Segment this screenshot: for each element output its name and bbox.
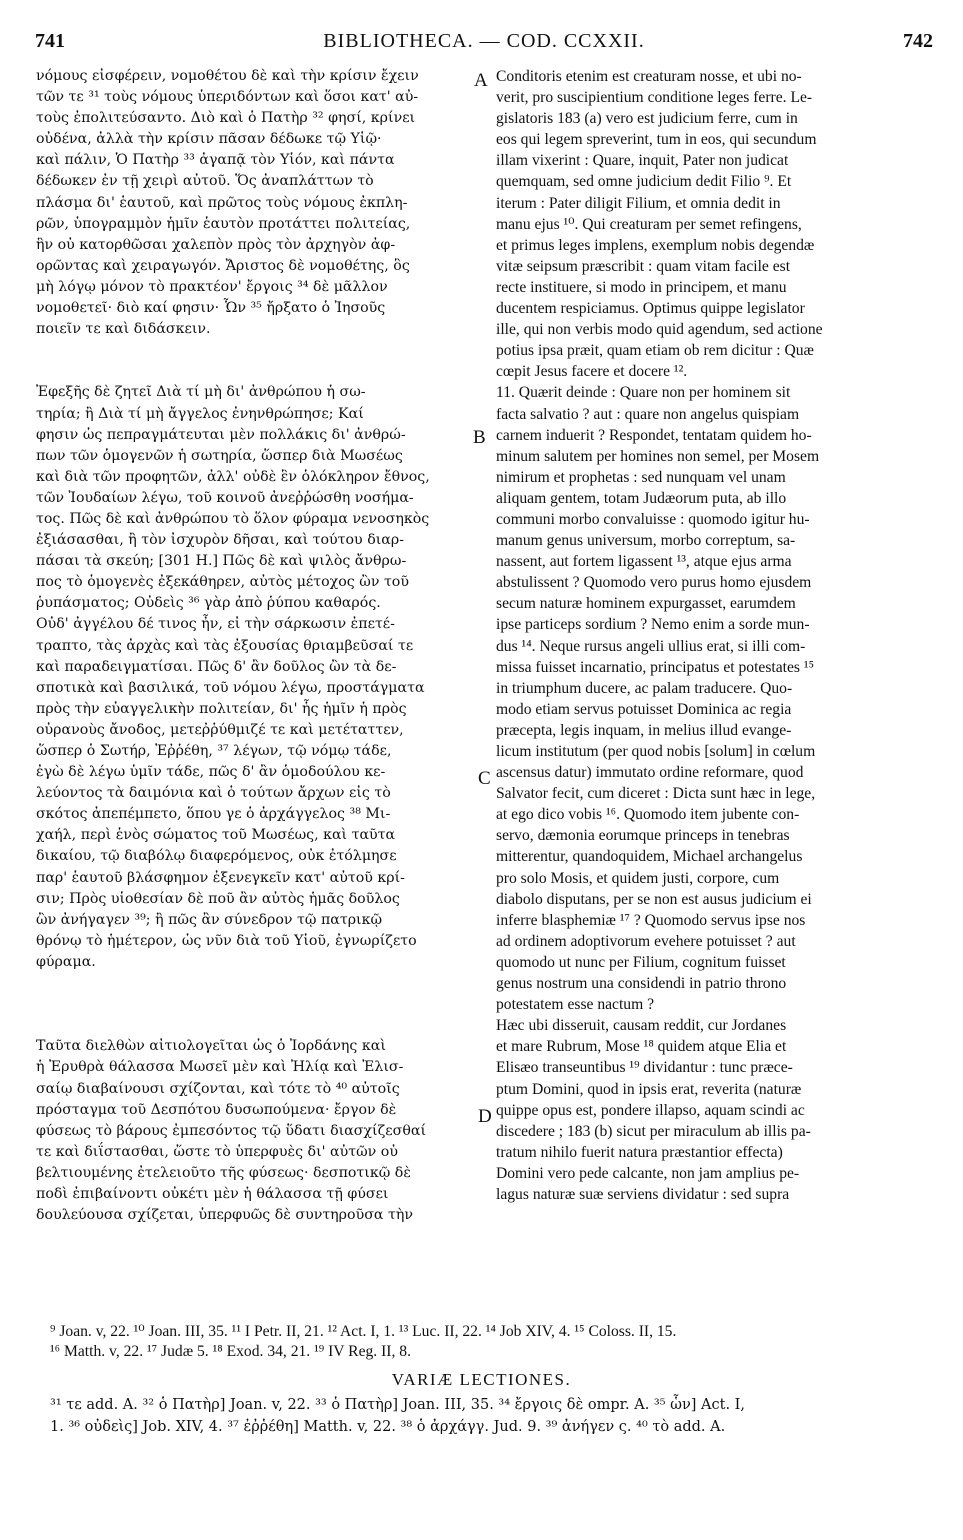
greek-text-line: σποτικὰ καὶ βασιλικά, τοῦ νόμου λέγω, προστάγματα (36, 679, 425, 696)
latin-text-line: modo etiam servus potuisset Dominica ac regia (496, 700, 792, 718)
latin-text-line: præcepta, legis inquam, in melius illud evange- (496, 721, 792, 739)
greek-text-line: βελτιουμένης ἐτελειοῦτο τῆς φύσεως· δεσποτικῷ δὲ (36, 1164, 411, 1181)
latin-text-line: recte instituere, si modo in principem, et manu (496, 278, 787, 296)
greek-text-line: ρῶν, ὑπογραμμὸν ἡμῖν ἑαυτὸν προτάττει πολιτείας, (36, 215, 411, 232)
section-marker-a: A (474, 70, 488, 91)
greek-text-line: δουλεύουσα σχίζεται, ὑπερφυῶς δὲ συντηροῦσα τὴν (36, 1207, 413, 1224)
latin-text-line: cœpit Jesus facere et docere ¹². (496, 363, 688, 381)
latin-text-line: potestatem esse nactum ? (496, 996, 655, 1014)
variant-line: 1. ³⁶ οὐδεὶς] Job. XIV, 4. ³⁷ ἐῤῥέθη] Matth. v, 22. ³⁸ ὁ ἀρχάγγ. Jud. 9. ³⁹ ἀνήγεν ς. ⁴⁰ τὸ add. A. (50, 1419, 726, 1435)
greek-text-line: ορῶντας καὶ χειραγωγόν. Ἄριστος δὲ νομοθέτης, ὃς (36, 257, 410, 274)
greek-text-line: οὐδένα, ἀλλὰ τὴν κρίσιν πᾶσαν δέδωκε τῷ Υἱῷ· (36, 131, 382, 148)
section-marker-b: B (473, 427, 486, 448)
greek-text-line: ὥσπερ ὁ Σωτήρ, Ἐῤῥέθη, ³⁷ λέγων, τῷ νόμῳ τάδε, (36, 743, 392, 759)
latin-text-line: potius ipsa præit, quam etiam ob rem dicitur : Quæ (496, 342, 814, 360)
greek-text-line: οὐρανοὺς ἄνοδος, μετεῤῥύθμιζέ τε καὶ μετέταττεν, (36, 721, 404, 738)
latin-text-line: manum genus universum, morbo correptum, sa- (496, 532, 796, 550)
latin-text-line: tratum nihilo fuerit natura præstantior effecta) (496, 1143, 783, 1161)
greek-text-line: Οὐδ' ἀγγέλου δέ τινος ἦν, εἰ τὴν σάρκωσιν ἐπετέ- (36, 616, 395, 633)
footnote-line: ⁹ Joan. v, 22. ¹⁰ Joan. III, 35. ¹¹ I Petr. II, 21. ¹² Act. I, 1. ¹³ Luc. II, 22. ¹⁴ Job XIV, 4. ¹⁵ Coloss. II, 15. (50, 1323, 677, 1340)
latin-text-line: et mare Rubrum, Mose ¹⁸ quidem atque Elia et (496, 1038, 787, 1056)
greek-text-line: πων τῶν ὁμογενῶν ἡ σωτηρία, ὥσπερ διὰ Μωσέως (36, 447, 403, 464)
greek-text-line: ποιεῖν τε καὶ διδάσκειν. (36, 321, 211, 338)
section-marker-d: D (478, 1106, 492, 1127)
latin-text-line: abstulissent ? Quomodo vero purus homo ejusdem (496, 574, 812, 592)
greek-text-line (36, 994, 473, 1015)
greek-text-line: τοὺς ἐπολιτεύσαντο. Διὸ καὶ ὁ Πατὴρ ³² φησί, κρίνει (36, 110, 416, 127)
latin-text-line: ipse particeps sordium ? Nemo enim a sorde mun- (496, 616, 810, 634)
greek-text-line: νόμους εἰσφέρειν, νομοθέτου δὲ καὶ τὴν κρίσιν ἔχειν (36, 68, 419, 84)
latin-text-line: ad ordinem adoptivorum evehere potuisset ? aut (496, 932, 796, 950)
greek-text-line: ὢν ἀνήγαγεν ³⁹; ἢ πῶς ἂν σύνεδρον τῷ πατρικῷ (36, 911, 383, 928)
latin-text-line: Salvator fecit, cum diceret : Dicta sunt hæc in lege, (496, 785, 816, 803)
latin-column (496, 66, 930, 1205)
greek-text-line: ῥυπάσματος; Οὐδεὶς ³⁶ γὰρ ἀπὸ ῥύπου καθαρός. (36, 595, 381, 612)
greek-text-line: μὴ λόγῳ μόνον τὸ πρακτέον' ἔργοις ³⁴ δὲ μᾶλλον (36, 278, 388, 295)
latin-text-line: aliquam gentem, totam Judæorum puta, ab illo (496, 489, 787, 507)
greek-text-line: καὶ διὰ τῶν προφητῶν, ἀλλ' οὐδὲ ἓν ὁλόκληρον ἔθνος, (36, 468, 430, 485)
greek-text-line: σκότος ἀπεπέμπετο, ὅπου γε ὁ ἀρχάγγελος ³⁸ Μι- (36, 806, 391, 823)
latin-text-line: in triumphum ducere, ac palam traducere. Quo- (496, 679, 793, 697)
latin-text-line: minum salutem per homines non semel, per Mosem (496, 447, 820, 465)
latin-text-line: genus nostrum una considendi in patrio throno (496, 975, 787, 993)
latin-text-line: manu ejus ¹⁰. Qui creaturam per semet refingens, (496, 215, 802, 233)
greek-text-line: καὶ παραδειγματίσαι. Πῶς δ' ἂν δοῦλος ὢν τὰ δε- (36, 658, 397, 675)
latin-text-line: illam vixerint : Quare, inquit, Pater non judicat (496, 152, 789, 170)
latin-text-line: missa fuisset incarnatio, principatus et potestates ¹⁵ (496, 658, 815, 676)
greek-text-line: δικαίου, τῷ διαβόλῳ διαφερόμενος, οὐκ ἐτόλμησε (36, 848, 397, 865)
greek-text-line: τῶν τε ³¹ τοὺς νόμους ὑπεριδόντων καὶ ὅσοι κατ' αὐ- (36, 89, 419, 106)
latin-text-line: ille, qui non verbis modo quid agendum, sed actione (496, 321, 823, 339)
latin-text-line: Elisæo transeuntibus ¹⁹ dividantur : tunc præce- (496, 1059, 793, 1077)
latin-text-line: inferre blasphemiæ ¹⁷ ? Quomodo servus ipse nos (496, 911, 806, 929)
running-title: BIBLIOTHECA. — COD. CCXXII. (323, 30, 645, 52)
latin-text-line: ducentem respiciamus. Optimus quippe legislator (496, 300, 805, 318)
latin-text-line: pro solo Mosis, et quidem justi, corpore, cum (496, 869, 780, 887)
greek-text-line: Ταῦτα διελθὼν αἰτιολογεῖται ὡς ὁ Ἰορδάνης καὶ (36, 1038, 386, 1055)
latin-text-line: diabolo disputans, per se non est ausus judicium ei (496, 890, 812, 908)
latin-text-line: gislatoris 183 (a) vero est judicium ferre, cum in (496, 110, 798, 128)
greek-text-line: Ἐφεξῆς δὲ ζητεῖ Διὰ τί μὴ δι' ἀνθρώπου ἡ σω- (36, 384, 366, 401)
greek-text-line: ἣν οὐ κατορθῶσαι χαλεπὸν πρὸς τὸν ἀρχηγὸν ἀφ- (36, 236, 396, 253)
greek-text-line: σαίῳ διαβαίνουσι σχίζονται, καὶ τότε τὸ ⁴⁰ αὐτοῖς (36, 1080, 400, 1097)
latin-text-line: Hæc ubi disseruit, causam reddit, cur Jordanes (496, 1017, 787, 1035)
latin-text-line: 11. Quærit deinde : Quare non per hominem sit (496, 384, 791, 402)
latin-text-line: quippe opus est, pondere illapso, aquam scindi ac (496, 1101, 805, 1119)
latin-text-line: discedere ; 183 (b) sicut per miraculum ab illis pa- (496, 1122, 811, 1140)
latin-text-line: licum institutum (per quod nobis [solum] in cœlum (496, 743, 816, 760)
greek-text-line: λεύοντος τὰ δαιμόνια καὶ ὁ τούτων ἄρχων εἰς τὸ (36, 785, 391, 802)
greek-text-line: χαήλ, περὶ ἑνὸς σώματος τοῦ Μωσέως, καὶ ταῦτα (36, 827, 396, 844)
latin-text-line: mitterentur, quandoquidem, Michael archangelus (496, 848, 803, 866)
greek-text-line: τῶν Ἰουδαίων λέγω, τοῦ κοινοῦ ἀνεῤῥώσθη νοσήμα- (36, 489, 414, 506)
latin-text-line: vitæ seipsum præscribit : quam vitam facile est (496, 257, 791, 275)
latin-text-line: ptum Domini, quod in ipsis erat, reverita (naturæ (496, 1080, 802, 1098)
greek-text-line: φησιν ὡς πεπραγμάτευται μὲν πολλάκις δι' ἀνθρώ- (36, 426, 406, 443)
greek-column (36, 66, 473, 1226)
greek-text-line: ποδὶ ἐπιβαίνοντι οὐκέτι μὲν ἡ θάλασσα τῇ φύσει (36, 1185, 389, 1202)
greek-text-line (36, 361, 473, 382)
greek-text-line: τηρία; ἢ Διὰ τί μὴ ἄγγελος ἐνηνθρώπησε; Καί (36, 405, 364, 422)
greek-text-line (36, 973, 473, 994)
greek-text-line: ἐξιάσασθαι, ἢ τὸν ἰσχυρὸν δῆσαι, καὶ τούτου διαρ- (36, 532, 405, 549)
variant-line: ³¹ τε add. A. ³² ὁ Πατὴρ] Joan. v, 22. ³³ ὁ Πατὴρ] Joan. III, 35. ³⁴ ἔργοις δὲ ompr. A. ³⁵ ὧν] Act. I, (50, 1397, 746, 1413)
greek-text-line: πάσαι τὰ σκεύη; [301 Η.] Πῶς δὲ καὶ ψιλὸς ἄνθρω- (36, 553, 407, 570)
greek-text-line: νομοθετεῖ· διὸ καί φησιν· Ὧν ³⁵ ἤρξατο ὁ Ἰησοῦς (36, 300, 386, 317)
greek-text-line: ἡ Ἐρυθρὰ θάλασσα Μωσεῖ μὲν καὶ Ἠλίᾳ καὶ Ἐλισ- (36, 1059, 404, 1076)
latin-text-line: facta salvatio ? aut : quare non angelus quispiam (496, 405, 800, 423)
greek-text-line: ἐγὼ δὲ λέγω ὑμῖν τάδε, πῶς δ' ἂν ὁμοδούλου κε- (36, 764, 386, 781)
greek-text-line: φύσεως τὸ βάρους ἐμπεσόντος τῷ ὕδατι διασχίζεσθαί (36, 1122, 427, 1139)
latin-text-line: nimirum et prophetas : sed nunquam vel unam (496, 468, 786, 486)
greek-text-line: πρόσταγμα τοῦ Δεσπότου δυσωπούμενα· ἔργον δὲ (36, 1101, 397, 1118)
greek-text-line: παρ' ἑαυτοῦ βλάσφημον ἐξενεγκεῖν κατ' αὐτοῦ κρί- (36, 869, 405, 886)
greek-text-line (36, 1015, 473, 1036)
page-header (35, 30, 933, 56)
greek-text-line: πρὸς τὴν εὐαγγελικὴν πολιτείαν, δι' ἧς ἡμῖν ἡ πρὸς (36, 700, 407, 717)
greek-text-line: θρόνῳ τὸ ἡμέτερον, ὡς νῦν διὰ τοῦ Υἱοῦ, ἐγνωρίζετο (36, 932, 417, 949)
footnotes (50, 1322, 933, 1362)
latin-text-line: lagus naturæ suæ serviens dividatur : sed supra (496, 1185, 790, 1203)
latin-text-line: Conditoris etenim est creaturam nosse, et ubi no- (496, 68, 802, 85)
latin-text-line: Domini vero pede calcante, non jam amplius pe- (496, 1164, 800, 1182)
greek-text-line: πος τὸ ὁμογενὲς ἐξεκάθηρεν, αὐτὸς μέτοχος ὢν τοῦ (36, 574, 409, 591)
greek-text-line (36, 340, 473, 361)
latin-text-line: servo, dæmonia eorumque princeps in tenebras (496, 827, 790, 845)
variae-lectiones-title: VARIÆ LECTIONES. (391, 1370, 572, 1389)
latin-text-line: carnem induerit ? Respondet, tentatam quidem ho- (496, 426, 812, 444)
greek-text-line: τε καὶ διΐστασθαι, ὥστε τὸ ὑπερφυὲς δι' αὐτῶν οὐ (36, 1143, 398, 1160)
greek-text-line: δέδωκεν ἐν τῇ χειρὶ αὐτοῦ. Ὅς ἀναπλάττων τὸ (36, 173, 374, 190)
latin-text-line: quomodo ut nunc per Filium, cognitum fuisset (496, 953, 786, 971)
latin-text-line: verit, pro suscipientium conditione leges ferre. Le- (496, 89, 813, 107)
latin-text-line: et primus leges implens, exemplum nobis degendæ (496, 236, 815, 254)
variae-lectiones (50, 1394, 933, 1438)
latin-text-line: ascensus datur) immutato ordine reformare, quod (496, 764, 804, 782)
latin-text-line: communi morbo convaluisse : quomodo igitur hu- (496, 510, 810, 528)
greek-text-line: φύραμα. (36, 953, 96, 970)
page-number-left: 741 (35, 30, 65, 52)
greek-text-line: τραπτο, τὰς ἀρχὰς καὶ τὰς ἐξουσίας θριαμβεῦσαί τε (36, 637, 414, 654)
section-marker-c: C (478, 768, 491, 789)
latin-text-line: quemquam, sed omne judicium dedit Filio ⁹. Et (496, 173, 792, 191)
latin-text-line: iterum : Pater diligit Filium, et omnia dedit in (496, 194, 781, 212)
latin-text-line: dus ¹⁴. Neque rursus angeli ullius erat, si illi com- (496, 637, 806, 655)
greek-text-line: τος. Πῶς δὲ καὶ ἀνθρώπου τὸ ὅλον φύραμα νενοσηκὸς (36, 510, 430, 527)
greek-text-line: καὶ πάλιν, Ὁ Πατὴρ ³³ ἀγαπᾷ τὸν Υἱόν, καὶ πάντα (36, 152, 395, 169)
page-number-right: 742 (903, 30, 933, 52)
greek-text-line: σιν; Πρὸς υἱοθεσίαν δὲ ποῦ ἂν αὐτὸς ἡμᾶς δοῦλος (36, 890, 400, 907)
footnote-line: ¹⁶ Matth. v, 22. ¹⁷ Judæ 5. ¹⁸ Exod. 34, 21. ¹⁹ IV Reg. II, 8. (50, 1343, 411, 1360)
latin-text-line: nassent, aut fortem ligassent ¹³, atque ejus arma (496, 553, 792, 571)
latin-text-line: eos qui legem spreverint, tum in eos, qui secundum (496, 131, 817, 149)
greek-text-line: πλάσμα δι' ἑαυτοῦ, καὶ πρῶτος τοὺς νόμους ἐκπλη- (36, 194, 408, 211)
latin-text-line: at ego dico vobis ¹⁶. Quomodo item jubente con- (496, 806, 800, 824)
latin-text-line: secum naturæ hominem expurgasset, earumdem (496, 595, 796, 613)
